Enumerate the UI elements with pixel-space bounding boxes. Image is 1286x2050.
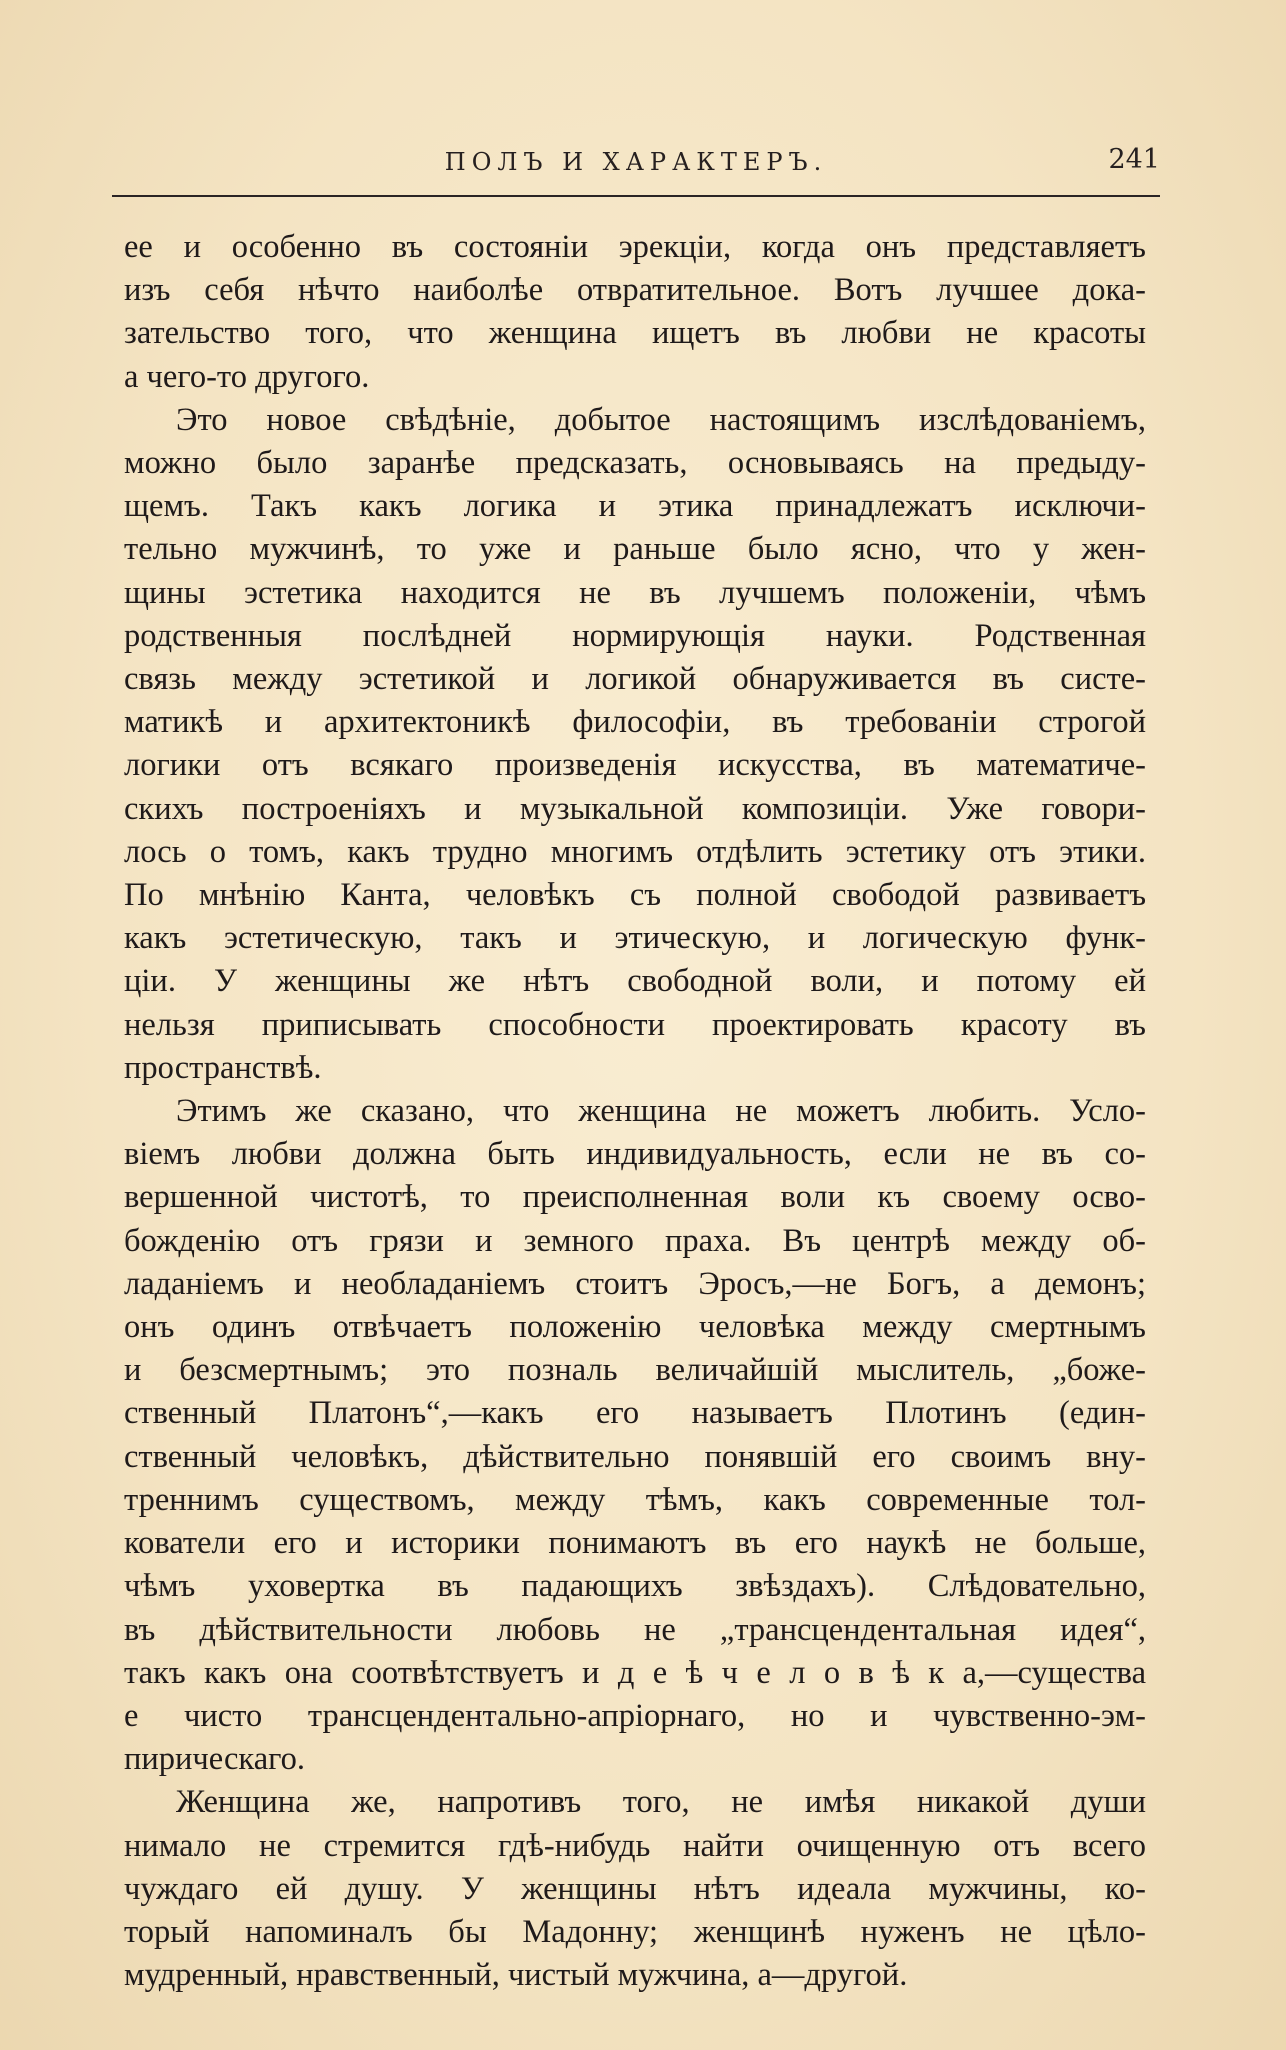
- text-line: торый напоминалъ бы Мадонну; женщинѣ нуженъ не цѣло-: [124, 1913, 1146, 1950]
- text-line: По мнѣнiю Канта, человѣкъ съ полной свободой развиваетъ: [124, 877, 1146, 914]
- text-line: нельзя приписывать способности проектировать красоту въ: [124, 1006, 1146, 1043]
- text-line: кователи его и историки понимаютъ въ его наукѣ не больше,: [124, 1525, 1146, 1562]
- text-line: матикѣ и архитектоникѣ философiи, въ требованiи строгой: [124, 704, 1146, 741]
- text-line: родственныя послѣдней нормирующiя науки. Родственная: [124, 617, 1146, 654]
- text-line: пирическаго.: [124, 1741, 306, 1778]
- text-line: связь между эстетикой и логикой обнаруживается въ систе-: [124, 661, 1146, 698]
- text-line: скихъ построенiяхъ и музыкальной композицiи. Уже говори-: [124, 790, 1146, 827]
- paragraph: [124, 399, 1146, 1090]
- text-line: такъ какъ она соотвѣтствуетъ и д е ѣ ч е л о в ѣ к а,—существа: [124, 1654, 1146, 1691]
- text-line: а чего-то другого.: [124, 358, 370, 395]
- text-line: ее и особенно въ состоянiи эрекцiи, когда онъ представляетъ: [124, 229, 1146, 265]
- text-line: въ дѣйствительности любовь не „трансцендентальная идея“,: [124, 1611, 1146, 1648]
- text-line: чѣмъ уховертка въ падающихъ звѣздахъ). Слѣдовательно,: [124, 1568, 1146, 1605]
- text-line: лось о томъ, какъ трудно многимъ отдѣлить эстетику отъ этики.: [124, 833, 1146, 870]
- text-line: можно было заранѣе предсказать, основываясь на предыду-: [124, 445, 1146, 482]
- text-line: вершенной чистотѣ, то преисполненная воли къ своему осво-: [124, 1179, 1146, 1216]
- text-line: треннимъ существомъ, между тѣмъ, какъ современные тол-: [124, 1481, 1146, 1518]
- text-line: пространствѣ.: [124, 1049, 322, 1086]
- text-line: мудренный, нравственный, чистый мужчина, а—другой.: [124, 1957, 908, 1994]
- text-line: Это новое свѣдѣнiе, добытое настоящимъ изслѣдованiемъ,: [176, 401, 1146, 438]
- text-line: чуждаго ей душу. У женщины нѣтъ идеала мужчины, ко-: [124, 1870, 1146, 1907]
- text-line: какъ эстетическую, такъ и этическую, и логическую функ-: [124, 920, 1146, 957]
- text-line: ственный человѣкъ, дѣйствительно понявшiй его своимъ вну-: [124, 1438, 1146, 1475]
- running-head: [112, 144, 1160, 188]
- text-line: вiемъ любви должна быть индивидуальность, если не въ со-: [124, 1136, 1146, 1173]
- text-line: щины эстетика находится не въ лучшемъ положенiи, чѣмъ: [124, 574, 1146, 611]
- text-line: тельно мужчинѣ, то уже и раньше было ясно, что у жен-: [124, 531, 1146, 568]
- text-line: и безсмертнымъ; это позналь величайшiй мыслитель, „боже-: [124, 1352, 1146, 1389]
- text-line: нимало не стремится гдѣ-нибудь найти очищенную отъ всего: [124, 1827, 1146, 1864]
- running-head-title: ПОЛЪ И ХАРАКТЕРЪ.: [444, 148, 828, 176]
- paragraph: [124, 1090, 1146, 1781]
- text-line: изъ себя нѣчто наиболѣе отвратительное. Вотъ лучшее дока-: [124, 272, 1146, 309]
- header-rule: [112, 195, 1160, 197]
- text-line: онъ одинъ отвѣчаетъ положенiю человѣка между смертнымъ: [124, 1309, 1146, 1346]
- text-line: е чисто трансцендентально-апрiорнаго, но и чувственно-эм-: [124, 1697, 1146, 1734]
- paragraph: [124, 1781, 1146, 1997]
- page-number: 241: [1108, 144, 1160, 175]
- body-text: [124, 226, 1146, 1997]
- text-line: зательство того, что женщина ищетъ въ любви не красоты: [124, 315, 1146, 352]
- text-line: Этимъ же сказано, что женщина не можетъ любить. Усло-: [176, 1093, 1146, 1130]
- paragraph: [124, 226, 1146, 399]
- text-line: божденiю отъ грязи и земного праха. Въ центрѣ между об-: [124, 1222, 1146, 1259]
- text-line: щемъ. Такъ какъ логика и этика принадлежатъ исключи-: [124, 488, 1146, 525]
- text-line: ладанiемъ и необладанiемъ стоитъ Эросъ,—не Богъ, а демонъ;: [124, 1265, 1146, 1302]
- text-line: цiи. У женщины же нѣтъ свободной воли, и потому ей: [124, 963, 1146, 1000]
- text-line: Женщина же, напротивъ того, не имѣя никакой души: [176, 1784, 1146, 1821]
- text-line: ственный Платонъ“,—какъ его называетъ Плотинъ (един-: [124, 1395, 1146, 1432]
- text-line: логики отъ всякаго произведенiя искусства, въ математиче-: [124, 747, 1146, 784]
